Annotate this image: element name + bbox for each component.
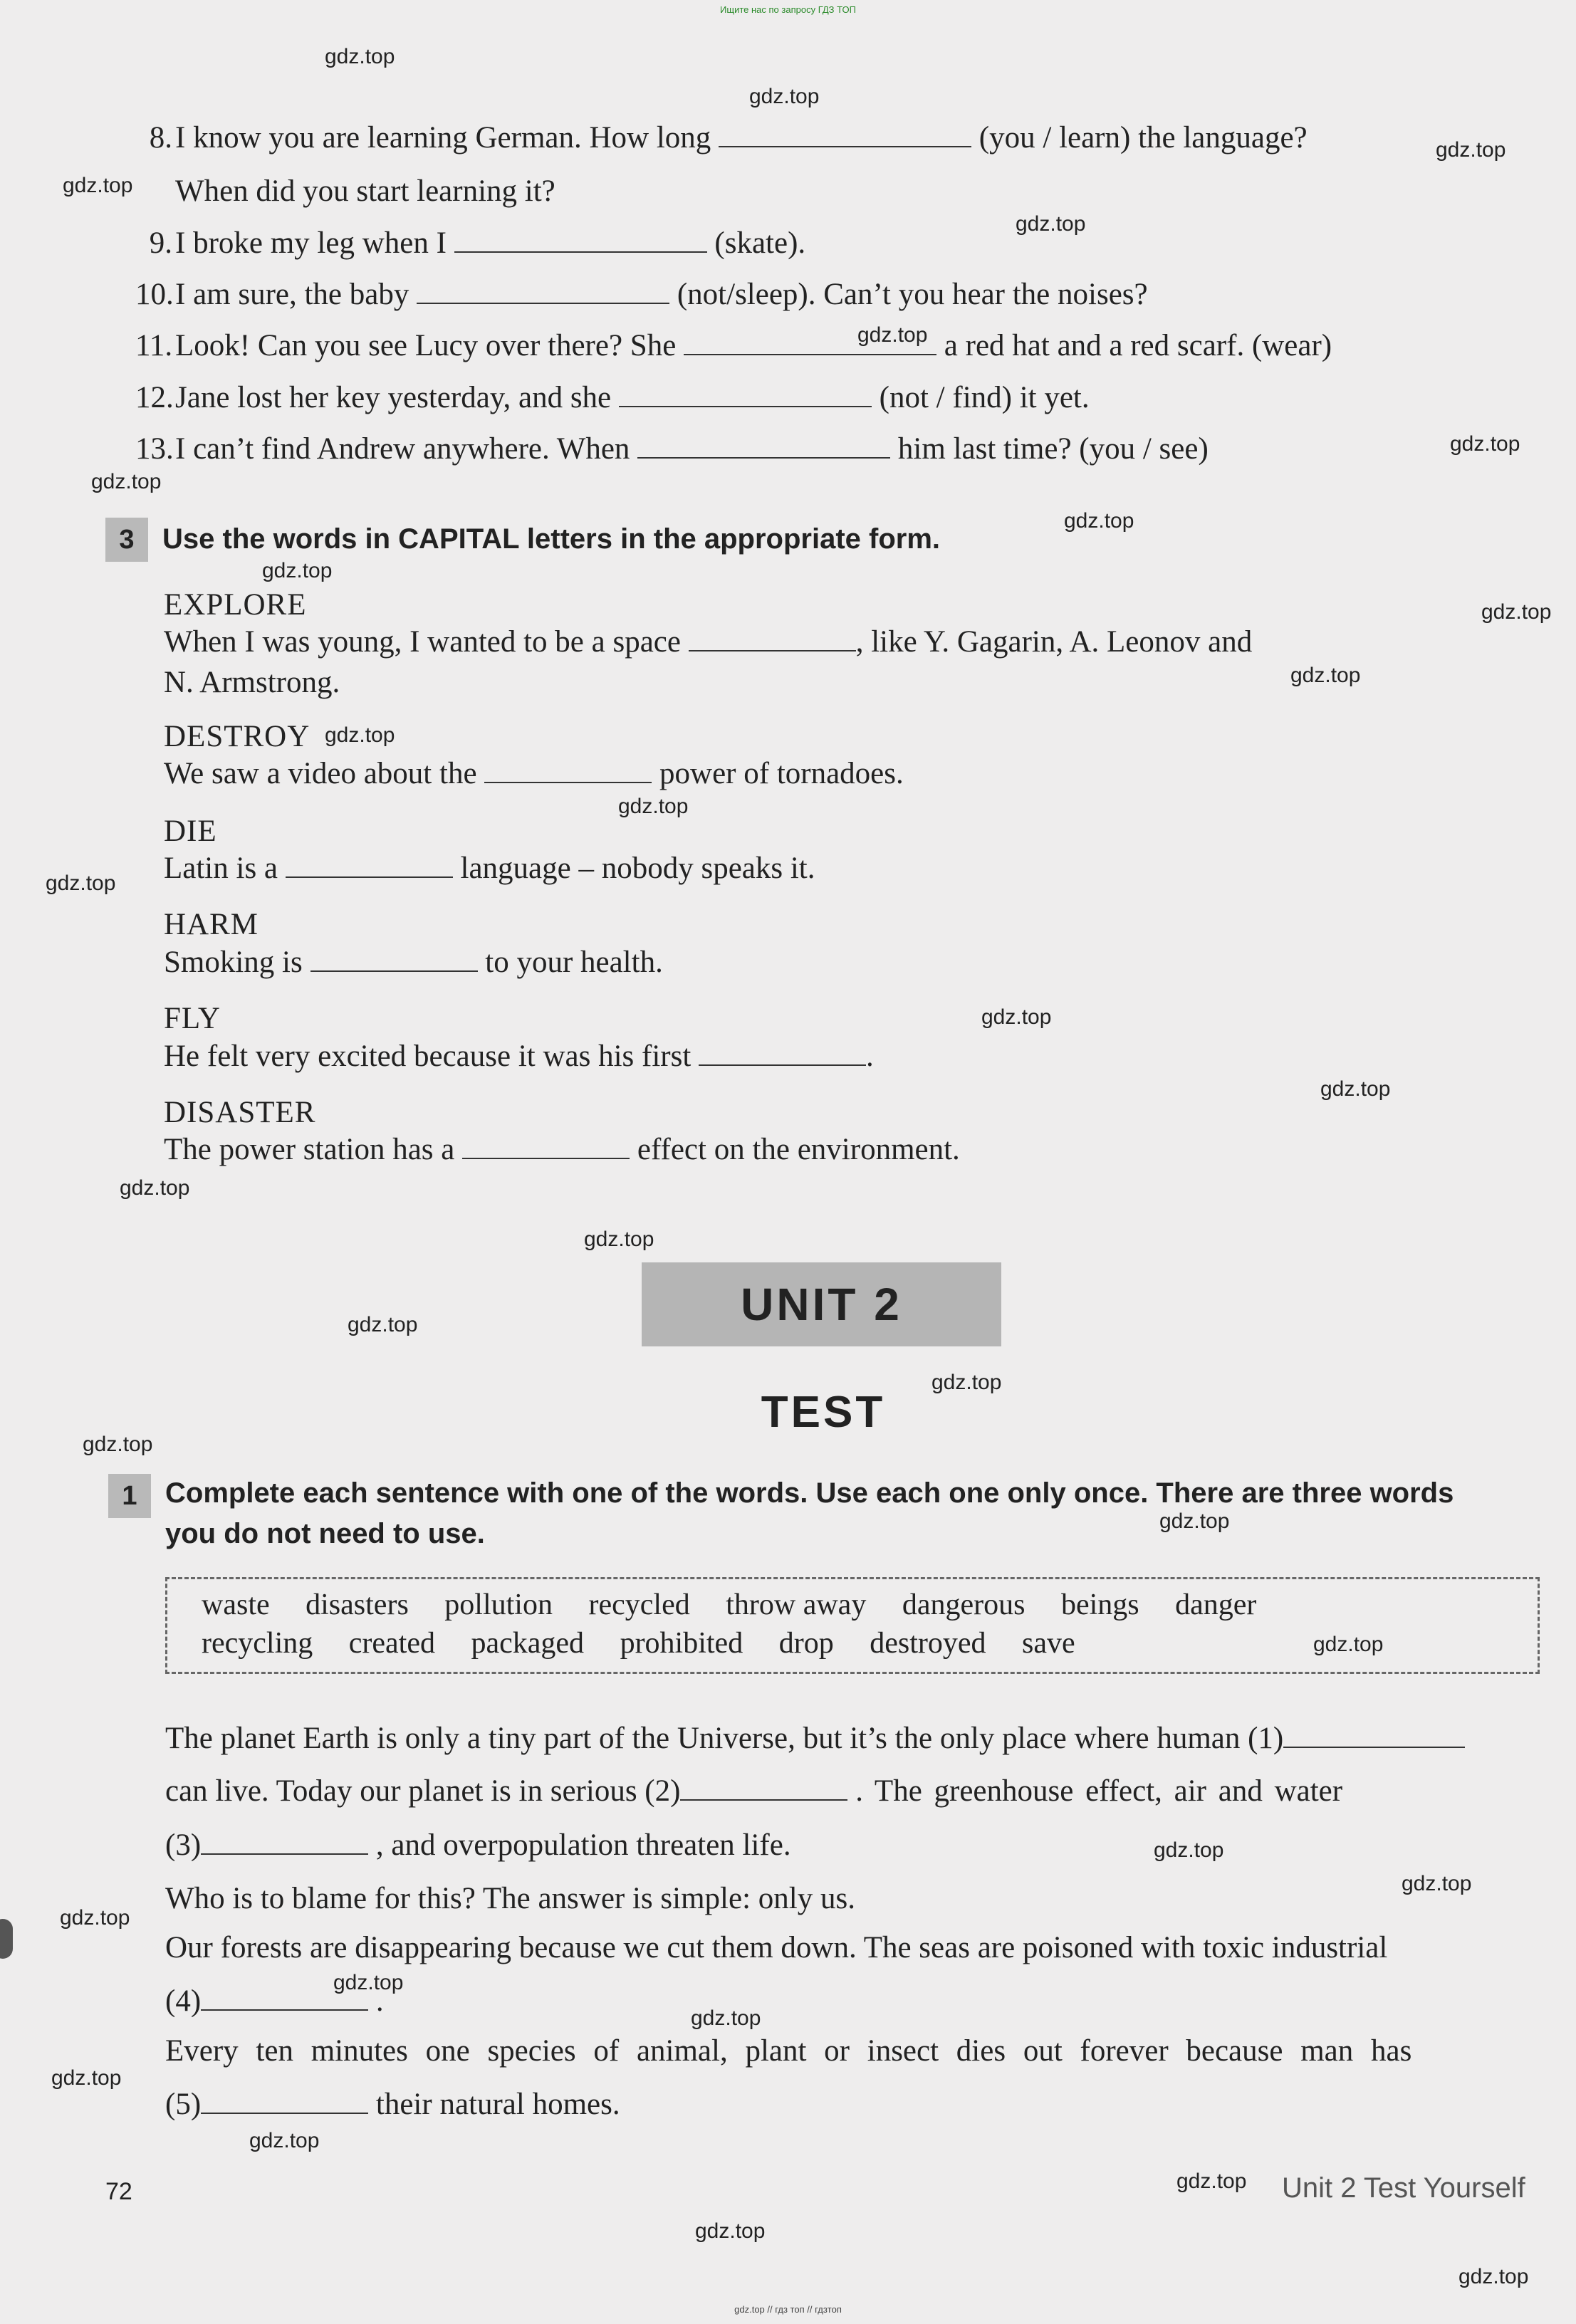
word-beings: beings <box>1060 1588 1139 1621</box>
text-line-6: (4) . <box>165 1984 384 2018</box>
answer-blank[interactable] <box>417 281 669 304</box>
word-danger: danger <box>1175 1588 1257 1621</box>
answer-blank[interactable] <box>310 949 478 972</box>
watermark: gdz.top <box>51 2066 122 2090</box>
bottom-banner[interactable]: gdz.top // гдз топ // гдзтоп <box>734 2304 842 2315</box>
word-waste: waste <box>202 1588 270 1621</box>
watermark: gdz.top <box>1016 212 1086 236</box>
word-save: save <box>1022 1627 1075 1660</box>
word-packaged: packaged <box>471 1627 585 1660</box>
watermark: gdz.top <box>1450 432 1520 456</box>
watermark: gdz.top <box>63 174 133 197</box>
watermark: gdz.top <box>120 1176 190 1200</box>
task-3-heading: Use the words in CAPITAL letters in the appropriate form. <box>162 523 941 555</box>
sentence-8-cont: When did you start learning it? <box>175 174 555 208</box>
watermark: gdz.top <box>1320 1077 1391 1101</box>
answer-blank[interactable] <box>454 230 707 253</box>
word-drop: drop <box>778 1627 834 1660</box>
answer-blank[interactable] <box>637 436 890 459</box>
word-recycled: recycled <box>588 1588 690 1621</box>
capital-word-die: DIE <box>164 815 217 848</box>
watermark: gdz.top <box>46 872 116 895</box>
watermark: gdz.top <box>1290 664 1361 687</box>
text-line-1: The planet Earth is only a tiny part of the Universe, but it’s the only place where human (1) <box>165 1722 1465 1755</box>
answer-blank[interactable] <box>689 629 856 651</box>
word-box <box>165 1577 1540 1674</box>
top-banner[interactable]: Ищите нас по запросу ГДЗ ТОП <box>720 4 856 15</box>
text-line-8: (5) their natural homes. <box>165 2088 620 2121</box>
capital-word-destroy: DESTROY <box>164 720 310 753</box>
word-pollution: pollution <box>444 1588 553 1621</box>
watermark: gdz.top <box>857 323 928 347</box>
task3-sentence-1: When I was young, I wanted to be a space , like Y. Gagarin, A. Leonov and <box>164 625 1253 659</box>
answer-blank[interactable] <box>462 1136 630 1159</box>
task3-sentence-6: The power station has a effect on the environment. <box>164 1133 960 1166</box>
sentence-8: 8.I know you are learning German. How long (you / learn) the language? <box>149 121 1308 155</box>
watermark: gdz.top <box>60 1906 130 1930</box>
answer-blank-2[interactable] <box>680 1778 847 1801</box>
task-number-3: 3 <box>105 518 148 562</box>
watermark: gdz.top <box>325 723 395 747</box>
watermark: gdz.top <box>262 559 333 582</box>
answer-blank[interactable] <box>719 125 971 147</box>
watermark: gdz.top <box>1064 509 1134 533</box>
section-label: Unit 2 Test Yourself <box>1282 2172 1525 2204</box>
watermark: gdz.top <box>981 1005 1052 1029</box>
unit-banner: UNIT 2 <box>642 1262 1001 1346</box>
watermark: gdz.top <box>91 470 162 493</box>
text-line-7: Every ten minutes one species of animal, plant or insect dies out forever because man has <box>165 2034 1412 2068</box>
watermark: gdz.top <box>691 2006 761 2030</box>
watermark: gdz.top <box>618 795 689 818</box>
word-dangerous: dangerous <box>902 1588 1026 1621</box>
watermark: gdz.top <box>1313 1633 1384 1656</box>
answer-blank[interactable] <box>619 384 872 407</box>
answer-blank-3[interactable] <box>201 1832 368 1855</box>
sentence-10: 10.I am sure, the baby (not/sleep). Can’t you hear the noises? <box>135 278 1148 311</box>
watermark: gdz.top <box>249 2129 320 2152</box>
word-throw-away: throw away <box>726 1588 867 1621</box>
watermark: gdz.top <box>1481 600 1552 624</box>
watermark: gdz.top <box>325 45 395 68</box>
watermark: gdz.top <box>1176 2169 1247 2193</box>
word-recycling: recycling <box>202 1627 313 1660</box>
word-box-row-2 <box>202 1626 1104 1660</box>
answer-blank-5[interactable] <box>201 2091 368 2114</box>
watermark: gdz.top <box>1458 2265 1529 2288</box>
word-destroyed: destroyed <box>870 1627 986 1660</box>
text-line-5: Our forests are disappearing because we cut them down. The seas are poisoned with toxic industrial <box>165 1931 1388 1964</box>
text-line-4: Who is to blame for this? The answer is simple: only us. <box>165 1882 855 1915</box>
watermark: gdz.top <box>1154 1838 1224 1862</box>
sentence-12: 12.Jane lost her key yesterday, and she (not / find) it yet. <box>135 381 1090 414</box>
sentence-11: 11.Look! Can you see Lucy over there? She a red hat and a red scarf. (wear) <box>135 329 1332 362</box>
text-line-2: can live. Today our planet is in serious (2) . The greenhouse effect, air and water <box>165 1774 1343 1808</box>
word-disasters: disasters <box>306 1588 409 1621</box>
sentence-13: 13.I can’t find Andrew anywhere. When him last time? (you / see) <box>135 432 1209 466</box>
watermark: gdz.top <box>931 1371 1002 1394</box>
test-title: TEST <box>761 1388 886 1437</box>
capital-word-fly: FLY <box>164 1002 221 1035</box>
watermark: gdz.top <box>695 2219 766 2243</box>
scan-artifact <box>0 1919 13 1959</box>
text-line-3: (3) , and overpopulation threaten life. <box>165 1828 791 1862</box>
word-created: created <box>348 1627 435 1660</box>
answer-blank-1[interactable] <box>1283 1725 1465 1748</box>
task-1-heading-line1: Complete each sentence with one of the words. Use each one only once. There are three words <box>165 1477 1454 1509</box>
answer-blank[interactable] <box>484 760 652 783</box>
word-prohibited: prohibited <box>620 1627 743 1660</box>
watermark: gdz.top <box>749 85 820 108</box>
task3-sentence-4: Smoking is to your health. <box>164 946 663 979</box>
task3-sentence-3: Latin is a language – nobody speaks it. <box>164 852 815 885</box>
watermark: gdz.top <box>333 1971 404 1994</box>
watermark: gdz.top <box>1159 1509 1230 1533</box>
watermark: gdz.top <box>83 1433 153 1456</box>
page-number: 72 <box>105 2178 132 2205</box>
answer-blank[interactable] <box>286 855 453 878</box>
task3-sentence-1-cont: N. Armstrong. <box>164 666 340 699</box>
capital-word-explore: EXPLORE <box>164 588 307 622</box>
capital-word-harm: HARM <box>164 908 259 941</box>
capital-word-disaster: DISASTER <box>164 1096 316 1129</box>
task-number-1: 1 <box>108 1474 151 1518</box>
watermark: gdz.top <box>1402 1872 1472 1895</box>
sentence-9: 9.I broke my leg when I (skate). <box>149 226 806 260</box>
watermark: gdz.top <box>1436 138 1506 162</box>
word-box-row-1 <box>202 1588 1285 1622</box>
watermark: gdz.top <box>348 1313 418 1336</box>
watermark: gdz.top <box>584 1228 654 1251</box>
task3-sentence-2: We saw a video about the power of tornadoes. <box>164 757 904 790</box>
answer-blank[interactable] <box>699 1043 866 1066</box>
task-1-heading-line2: you do not need to use. <box>165 1518 485 1549</box>
task3-sentence-5: He felt very excited because it was his first . <box>164 1040 874 1073</box>
